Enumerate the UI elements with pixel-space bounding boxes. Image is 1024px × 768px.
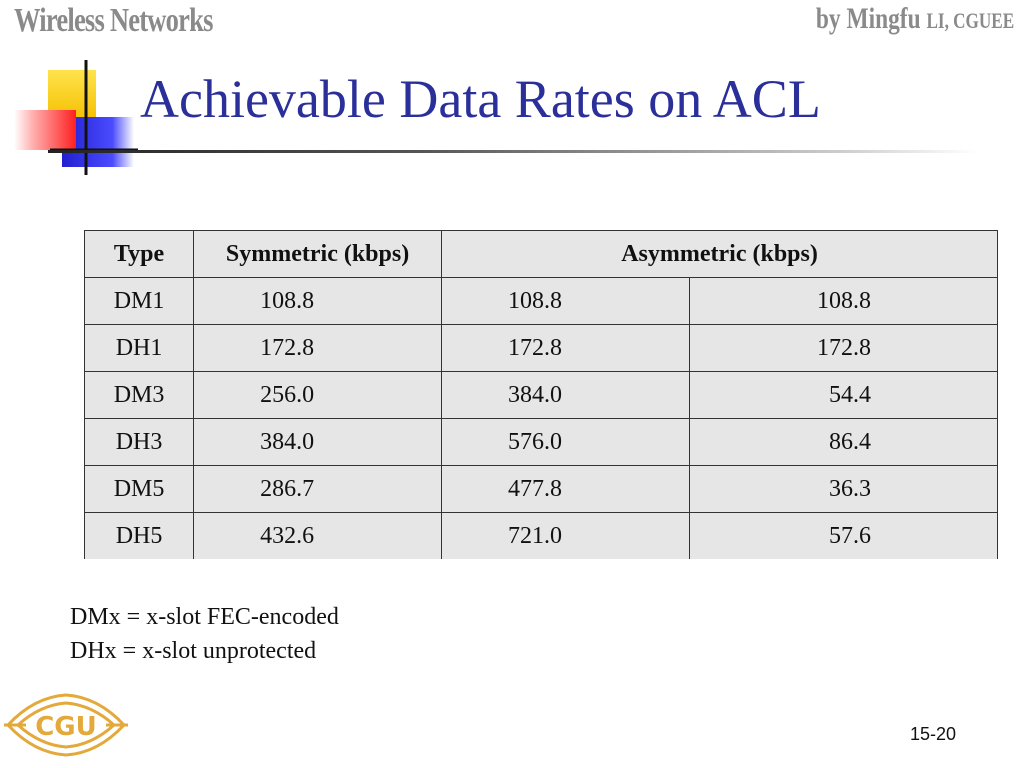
cell-asymmetric-reverse: 54.4 <box>690 372 998 419</box>
data-rates-table <box>84 230 998 559</box>
cell-asymmetric-reverse: 108.8 <box>690 278 998 325</box>
note-dm: DMx = x-slot FEC-encoded <box>70 604 339 630</box>
cell-asymmetric-forward: 384.0 <box>442 372 690 419</box>
cell-symmetric: 384.0 <box>194 419 442 466</box>
header-asymmetric: Asymmetric (kbps) <box>442 231 998 278</box>
cell-asymmetric-reverse: 36.3 <box>690 466 998 513</box>
table-header-row <box>85 231 998 278</box>
cell-symmetric: 286.7 <box>194 466 442 513</box>
cell-symmetric: 172.8 <box>194 325 442 372</box>
university-seal-icon <box>4 685 128 763</box>
cell-type: DH1 <box>85 325 194 372</box>
cell-asymmetric-forward: 721.0 <box>442 513 690 560</box>
cell-asymmetric-forward: 576.0 <box>442 419 690 466</box>
header-right-text <box>816 2 1014 36</box>
cell-symmetric: 108.8 <box>194 278 442 325</box>
table-row <box>85 419 998 466</box>
cell-asymmetric-reverse: 57.6 <box>690 513 998 560</box>
header-symmetric: Symmetric (kbps) <box>194 231 442 278</box>
cell-type: DM5 <box>85 466 194 513</box>
cell-type: DM3 <box>85 372 194 419</box>
cell-type: DM1 <box>85 278 194 325</box>
title-divider <box>48 150 978 153</box>
header-type: Type <box>85 231 194 278</box>
table-row <box>85 466 998 513</box>
cell-asymmetric-forward: 108.8 <box>442 278 690 325</box>
legend-notes <box>70 600 339 668</box>
page-number: 15-20 <box>910 724 957 744</box>
cell-asymmetric-reverse: 86.4 <box>690 419 998 466</box>
decorative-squares-icon <box>10 55 150 185</box>
page-title: Achievable Data Rates on ACL <box>140 69 821 129</box>
cell-type: DH5 <box>85 513 194 560</box>
cell-symmetric: 256.0 <box>194 372 442 419</box>
note-dh: DHx = x-slot unprotected <box>70 638 317 664</box>
cell-symmetric: 432.6 <box>194 513 442 560</box>
header-by: by Mingfu <box>815 2 921 35</box>
cell-asymmetric-forward: 477.8 <box>442 466 690 513</box>
table-row <box>85 513 998 560</box>
cell-type: DH3 <box>85 419 194 466</box>
table-row <box>85 372 998 419</box>
table-row <box>85 325 998 372</box>
cell-asymmetric-reverse: 172.8 <box>690 325 998 372</box>
seal-text: CGU <box>35 712 97 742</box>
header-left-text: Wireless Networks <box>14 2 213 39</box>
cell-asymmetric-forward: 172.8 <box>442 325 690 372</box>
header-author: LI, CGUEE <box>926 8 1014 33</box>
table-row <box>85 278 998 325</box>
